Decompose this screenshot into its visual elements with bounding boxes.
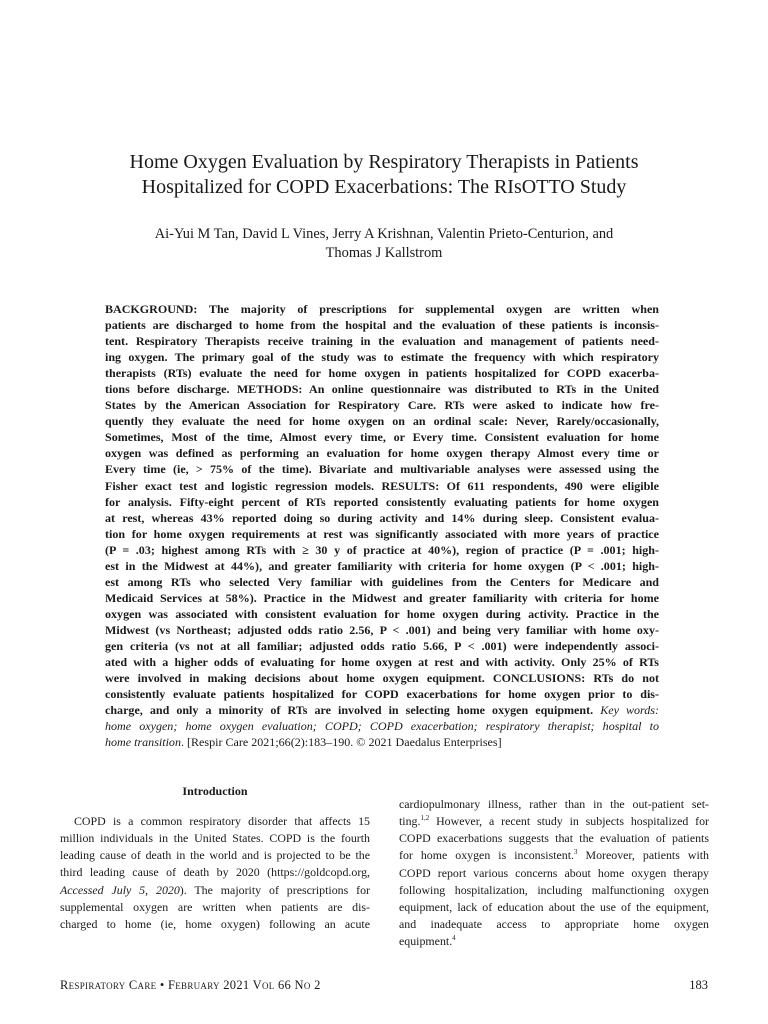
abstract-line: est among RTs who selected Very familiar with guidelines from the Centers for Medicare and: [105, 574, 659, 589]
title-line-2: Hospitalized for COPD Exacerbations: The RIsOTTO Study: [141, 176, 627, 198]
title-line-1: Home Oxygen Evaluation by Respiratory Therapists in Patients: [129, 151, 639, 173]
journal-issue: Respiratory Care • February 2021 Vol 66 No 2: [60, 978, 321, 992]
body-text-run: Moreover, patients with: [577, 848, 710, 863]
body-column-right: [399, 796, 709, 950]
body-line: COPD is a common respiratory disorder that affects 15: [74, 814, 370, 828]
body-line: COPD exacerbations suggests that the evaluation of patients: [399, 831, 709, 846]
body-line: supplemental oxygen are written when patients are dis-: [60, 899, 370, 914]
abstract-line-with-keywords-label: [105, 702, 659, 718]
body-line: [399, 813, 709, 830]
body-line: and inadequate access to appropriate home oxygen: [399, 917, 709, 932]
keywords-citation-line: [105, 734, 659, 750]
abstract-line: tions before discharge. METHODS: An online questionnaire was distributed to RTs in the United: [105, 382, 659, 397]
abstract-line: Medicaid Services at 58%). Practice in the Midwest and greater familiarity with criteria for home: [105, 590, 659, 605]
abstract-line: (P = .03; highest among RTs with ≥ 30 y of practice at 40%), region of practice (P = .001; high-: [105, 542, 659, 557]
body-line: [399, 847, 709, 864]
body-line-access-date: [60, 882, 370, 899]
abstract: [105, 301, 659, 750]
body-line: charged to home (ie, home oxygen) following an acute: [60, 916, 370, 931]
keywords-line: home oxygen; home oxygen evaluation; COPD; COPD exacerbation; respiratory therapist; hospital to: [105, 719, 659, 734]
abstract-line: consistently evaluate patients hospitalized for COPD exacerbations for home oxygen prior to dis-: [105, 687, 659, 702]
reference-superscript: 4: [452, 934, 456, 943]
body-line: million individuals in the United States. COPD is the fourth: [60, 831, 370, 846]
body-line: leading cause of death in the world and is projected to be the: [60, 848, 370, 863]
body-text-run: ). The majority of prescriptions for: [179, 882, 371, 897]
page-footer: [60, 978, 708, 996]
abstract-line: at rest, whereas 43% reported doing so during activity and 14% during sleep. Consistent evalua-: [105, 510, 659, 525]
abstract-line: were involved in making decisions about home oxygen equipment. CONCLUSIONS: RTs do not: [105, 671, 659, 686]
body-text-run: equipment.: [399, 934, 453, 949]
abstract-line: Midwest (vs Northeast; adjusted odds ratio 2.56, P < .001) and being very familiar with home oxy-: [105, 622, 659, 637]
abstract-line: Sometimes, Most of the time, Almost every time, or Every time. Consistent evaluation for home: [105, 430, 659, 445]
body-text-run: However, a recent study in subjects hospitalized for: [429, 814, 709, 829]
body-text-run: for home oxygen is inconsistent.: [399, 848, 574, 863]
reference-superscript: 3: [574, 848, 578, 857]
reference-superscript: 1,2: [420, 814, 430, 823]
body-line: equipment, lack of education about the use of the equipment,: [399, 899, 709, 914]
abstract-line: for analysis. Fifty-eight percent of RTs reported consistently evaluating patients for home oxygen: [105, 494, 659, 509]
abstract-line: quently they evaluate the need for home oxygen on an ordinal scale: Never, Rarely/occasionally,: [105, 414, 659, 429]
body-column-left: [60, 813, 370, 933]
body-line: COPD report various concerns about home oxygen therapy: [399, 865, 709, 880]
author-list: [60, 225, 708, 263]
abstract-line: therapists (RTs) evaluate the need for home oxygen in patients hospitalized for COPD exacerba-: [105, 366, 659, 381]
abstract-line: States by the American Association for Respiratory Care. RTs were asked to indicate how fre-: [105, 398, 659, 413]
author-line-1: Ai-Yui M Tan, David L Vines, Jerry A Krishnan, Valentin Prieto-Centurion, and: [154, 226, 614, 242]
abstract-line: charge, and only a minority of RTs are involved in selecting home oxygen equipment.: [105, 703, 594, 718]
body-line: following hospitalization, including malfunctioning oxygen: [399, 882, 709, 897]
abstract-line: tent. Respiratory Therapists receive training in the evaluation and management of patients need-: [105, 334, 659, 349]
abstract-line: BACKGROUND: The majority of prescriptions for supplemental oxygen are written when: [105, 302, 659, 316]
keywords-tail: home transition: [105, 735, 181, 750]
abstract-line: Fisher exact test and logistic regression models. RESULTS: Of 611 respondents, 490 were eligible: [105, 478, 659, 493]
body-line-with-link: third leading cause of death by 2020 (https://goldcopd.org,: [60, 865, 370, 880]
access-date: Accessed July 5, 2020: [60, 882, 180, 897]
page-number: 183: [689, 978, 708, 992]
body-text-run: ting.: [399, 814, 421, 829]
body-line: cardiopulmonary illness, rather than in the out-patient set-: [399, 797, 709, 811]
author-line-2: Thomas J Kallstrom: [325, 245, 443, 261]
body-line: [399, 933, 709, 950]
article-title: [60, 150, 708, 200]
abstract-line: oxygen was defined as performing an evaluation for home oxygen therapy Almost every time or: [105, 446, 659, 461]
citation: . [Respir Care 2021;66(2):183–190. © 2021 Daedalus Enterprises]: [180, 735, 502, 750]
keywords-label: Key words:: [600, 703, 660, 718]
abstract-line: gen criteria (vs not at all familiar; adjusted odds ratio 5.66, P < .001) were independently associ-: [105, 638, 659, 653]
section-heading-introduction: Introduction: [182, 784, 248, 798]
abstract-line: Every time (ie, > 75% of the time). Bivariate and multivariable analyses were assessed using the: [105, 462, 659, 477]
abstract-line: tion for home oxygen requirements at rest was significantly associated with more years of practice: [105, 526, 659, 541]
abstract-line: ing oxygen. The primary goal of the study was to estimate the frequency with which respiratory: [105, 350, 659, 365]
abstract-line: est in the Midwest at 44%), and greater familiarity with criteria for home oxygen (P < .001; high-: [105, 558, 659, 573]
abstract-line: patients are discharged to home from the hospital and the evaluation of these patients is inconsis-: [105, 318, 659, 333]
abstract-line: ated with a higher odds of evaluating for home oxygen at rest and with activity. Only 25% of RTs: [105, 655, 659, 670]
abstract-line: oxygen was associated with consistent evaluation for home oxygen during activity. Practice in the: [105, 606, 659, 621]
